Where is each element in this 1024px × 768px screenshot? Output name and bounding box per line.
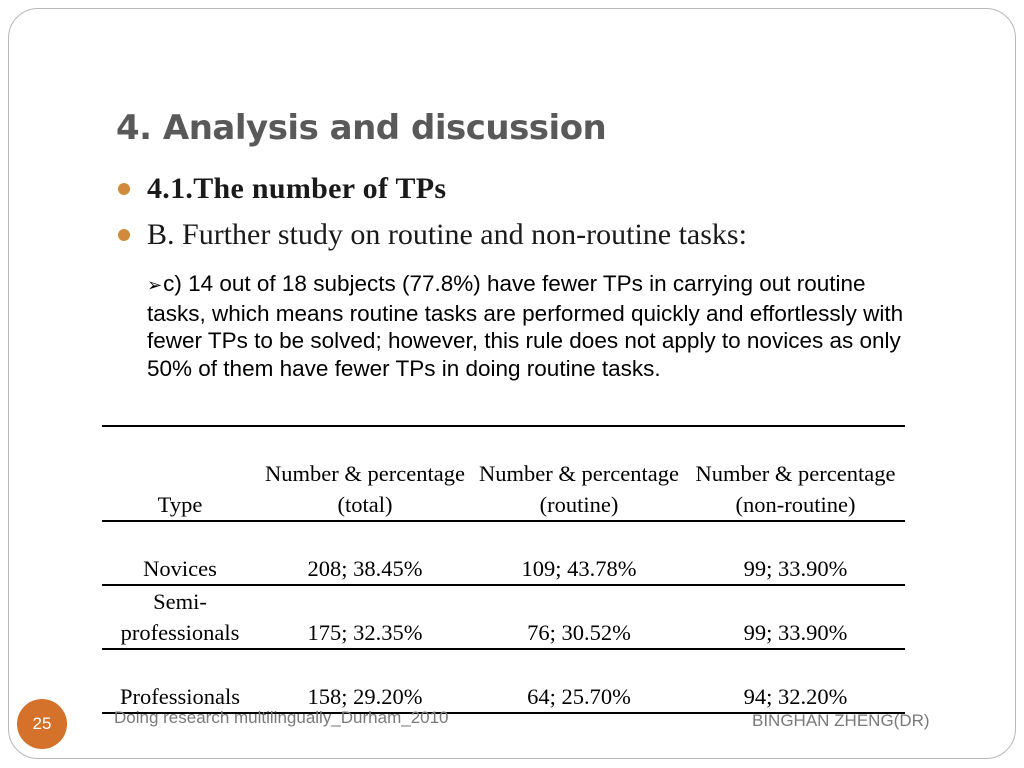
bullet-item-1 xyxy=(118,172,918,206)
table-cell: 99; 33.90% xyxy=(686,585,905,649)
footer-right-text: BINGHAN ZHENG(DR) xyxy=(752,711,930,730)
bullet-item-2 xyxy=(118,218,918,252)
table-cell: 175; 32.35% xyxy=(258,585,472,649)
results-table xyxy=(102,427,905,714)
arrow-bullet-icon: ➢ xyxy=(147,275,163,295)
table-cell: Professionals xyxy=(102,649,258,713)
footer-left-text: Doing research multilingually_Durham_2010 xyxy=(114,708,449,727)
bullet-text-2: B. Further study on routine and non-routine tasks: xyxy=(147,218,747,251)
results-table-container xyxy=(102,425,905,714)
bullet-text-1: 4.1.The number of TPs xyxy=(147,172,447,205)
table-cell: Semi-professionals xyxy=(102,585,258,649)
table-cell: 109; 43.78% xyxy=(472,521,686,585)
bullet-dot-icon xyxy=(118,183,130,195)
header-routine: Number & percentage (routine) xyxy=(472,427,686,521)
header-total: Number & percentage (total) xyxy=(258,427,472,521)
page-number-badge: 25 xyxy=(17,699,67,749)
table-cell: 64; 25.70% xyxy=(472,649,686,713)
table-cell: 99; 33.90% xyxy=(686,521,905,585)
paragraph-text: c) 14 out of 18 subjects (77.8%) have fewer TPs in carrying out routine tasks, which means routine tasks are performed quickly and effortlessly with fewer TPs to be solved; however, this rule does not apply to novices as only 50% of them have fewer TPs in doing routine tasks. xyxy=(147,271,904,381)
sub-bullet-paragraph xyxy=(147,270,927,382)
slide-title: 4. Analysis and discussion xyxy=(116,108,607,148)
bullet-dot-icon xyxy=(118,229,130,241)
table-cell: 208; 38.45% xyxy=(258,521,472,585)
table-header-row xyxy=(102,427,905,521)
table-cell: 94; 32.20% xyxy=(686,649,905,713)
table-row xyxy=(102,521,905,585)
table-cell: 76; 30.52% xyxy=(472,585,686,649)
header-non-routine: Number & percentage (non-routine) xyxy=(686,427,905,521)
table-row xyxy=(102,649,905,713)
header-type: Type xyxy=(102,427,258,521)
table-cell: 158; 29.20% xyxy=(258,649,472,713)
table-cell: Novices xyxy=(102,521,258,585)
table-row xyxy=(102,585,905,649)
